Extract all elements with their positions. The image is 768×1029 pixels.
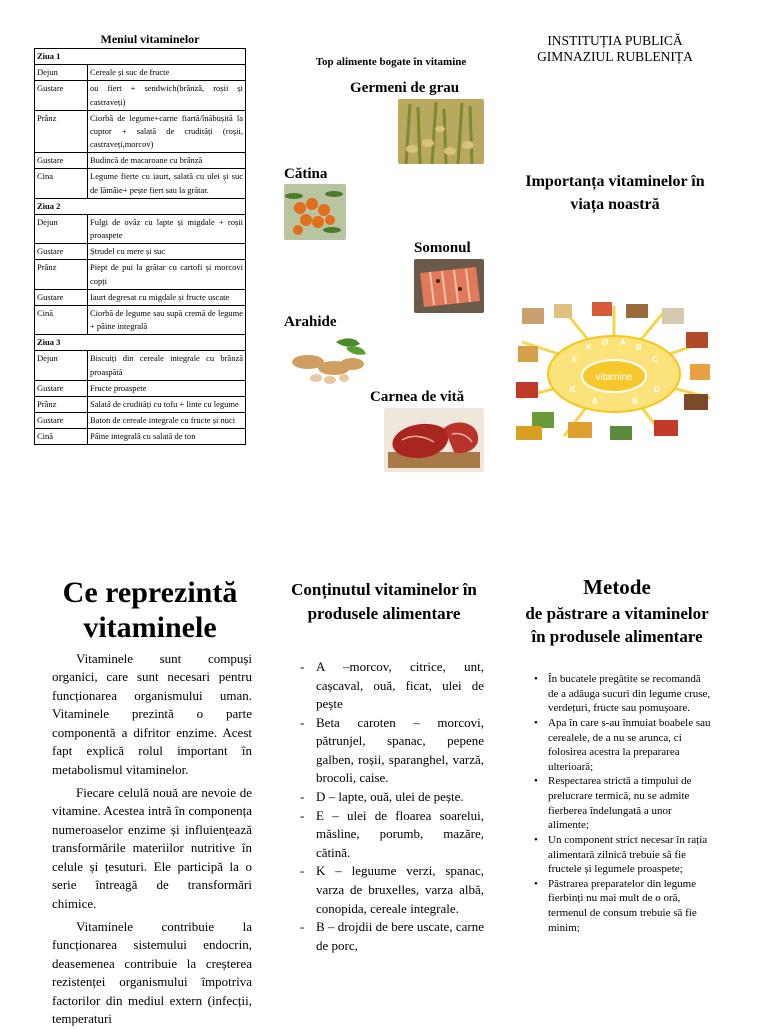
peanuts-image [286,334,370,388]
institution-name [520,33,710,65]
vitamin-letter: A [592,397,598,406]
meal-text: Budincă de macaroane cu brânză [88,153,246,169]
table-row [35,169,246,198]
list-item: - E – ulei de floarea soarelui, măsline, porumb, mazăre, cătină. [300,807,484,863]
list-item: • În bucatele pregătite se recomandă de a adăuga sucuri din legume cruse, verdețuri, fructe sau pomușoare. [532,672,712,716]
vitamin-letter: A [620,338,626,347]
meal-name: Prânz [35,396,88,412]
meal-name: Prânz [35,260,88,289]
methods-subtitle: de păstrare a vitaminelor în produsele alimentare [525,604,709,646]
salmon-image [414,259,484,313]
content-list [300,658,484,955]
food-label-beef: Carnea de vită [370,389,465,405]
menu-title: Meniul vitaminelor [100,32,200,46]
table-row [35,81,246,110]
meal-text: Fulgi de ovăz cu lapte și migdale + roșii proaspete [88,214,246,243]
meal-text: Ciorbă de legume sau supă cremă de legume + pâine integrală [88,305,246,334]
list-item: • Apa în care s-au înmuiat boabele sau cerealele, de a nu se arunca, ci folosirea acestra la prepararea ulterioară; [532,716,712,775]
meal-name: Dejun [35,65,88,81]
foods-title: Top alimente bogate în vitamine [315,56,467,68]
table-row [35,396,246,412]
meal-name: Dejun [35,214,88,243]
meal-text: Ciorbă de legume+carne fiartă/înăbușită la cuptor + salată de crudități (roșii, castraveți,morcov) [88,110,246,153]
vitamin-letter: D [654,385,660,394]
day-header: Ziua 2 [35,198,246,214]
what-paragraph-2: Fiecare celulă nouă are nevoie de vitamine. Acestea intră în componența numeroaselor enzime și influiențează transformările materiilor nutritive în celule și țesuturi. Ele participă la o serie întreagă de transformări chimice. [52,785,252,911]
meal-name: Gustare [35,153,88,169]
wheat-germ-image [398,99,484,164]
meal-text: Baton de cereale integrale cu fructe și nuci [88,413,246,429]
meal-text: Cereale și suc de fructe [88,65,246,81]
table-row [35,429,246,445]
table-row [35,305,246,334]
sea-buckthorn-image [284,184,346,240]
vitamin-letter: K [586,343,592,352]
methods-title: Metode [583,575,651,599]
meal-text: Pâine integrală cu salată de ton [88,429,246,445]
meal-name: Gustare [35,289,88,305]
day-header: Ziua 1 [35,49,246,65]
what-are-vitamins-title: Ce reprezintă vitaminele [62,576,238,644]
meal-text: Iaurt degresat cu migdale și fructe uscate [88,289,246,305]
meal-text: Biscuiți din cereale integrale cu brânză proaspătă [88,351,246,380]
list-item: - D – lapte, ouă, ulei de pește. [300,788,484,807]
list-item: - K – leguume verzi, spanac, varza de bruxelles, varza albă, conopida, cereale integrale. [300,862,484,918]
vitamin-letter: C [652,355,658,364]
vitamin-letter: B [636,343,642,352]
table-row [35,198,246,214]
meal-text: Fructe proaspete [88,380,246,396]
what-paragraph-3: Vitaminele contribuie la funcționarea sistemului endocrin, deasemenea contribuie la creșterea rezistenței organismului împotriva factorilor din mediul extern (infecții, temperaturi [52,919,252,1027]
methods-list [532,672,712,935]
vitamin-letter: E [572,355,578,364]
vitamin-letter: O [602,338,609,347]
table-row [35,289,246,305]
list-item: • Respectarea strictă a timpului de prelucrare termică, nu se admite fierberea îndelungată a unor alimente; [532,774,712,833]
institution-line-1: INSTITUȚIA PUBLICĂ [547,33,683,48]
table-row [35,214,246,243]
table-row [35,153,246,169]
meal-name: Dejun [35,351,88,380]
meal-name: Cină [35,429,88,445]
menu-table [34,48,246,445]
list-item: • Un component strict necesar în rația alimentară zilnică trebuie să fie fructele și legumele proaspete; [532,833,712,877]
table-row [35,413,246,429]
meal-name: Gustare [35,413,88,429]
meal-text: ou fiert + sendwich(brânză, roșii și castraveți) [88,81,246,110]
meal-text: Ștrudel cu mere și suc [88,244,246,260]
table-row [35,110,246,153]
meal-name: Gustare [35,244,88,260]
table-row [35,65,246,81]
list-item: - A –morcov, citrice, unt, cașcaval, ouă, ficat, ulei de pește [300,658,484,714]
food-label-peanuts: Arahide [284,314,337,330]
institution-line-2: GIMNAZIUL RUBLENIȚA [537,48,693,64]
food-label-wheat-germ: Germeni de grau [350,80,460,96]
food-label-sea-buckthorn: Cătina [284,166,328,182]
list-item: - Beta caroten – morcovi, pătrunjel, spanac, pepene galben, roșii, sparanghel, varză, brocoli, caise. [300,714,484,788]
table-row [35,335,246,351]
meal-name: Prânz [35,110,88,153]
vitamin-wheel-center: vitamine [595,372,633,383]
vitamin-wheel-image [514,302,714,442]
list-item: • Păstrarea preparatelor din legume fierbinți nu mai mult de o oră, termenul de consum trebuie să fie minim; [532,877,712,936]
content-title: Conținutul vitaminelor în produsele alimentare [291,580,477,623]
table-row [35,351,246,380]
what-paragraph-1: Vitaminele sunt compuși organici, care sunt necesari pentru funcționarea organismului uman. Vitaminele prezintă o parte componentă a difritor enzime. Acest fapt explică rolul important în metabolismul vitaminelor. [52,651,252,777]
day-header: Ziua 3 [35,335,246,351]
meal-name: Gustare [35,81,88,110]
food-label-salmon: Somonul [414,240,471,256]
list-item: - B – drojdii de bere uscate, carne de porc, [300,918,484,955]
meal-text: Piept de pui la grătar cu cartofi și morcovi copți [88,260,246,289]
vitamin-letter: K [570,385,576,394]
meal-text: Salată de crudități cu tofu + linte cu legume [88,396,246,412]
beef-image [384,408,484,472]
table-row [35,49,246,65]
importance-title: Importanța vitaminelor în viața noastră [525,173,705,214]
vitamin-letter: B [632,397,638,406]
table-row [35,380,246,396]
meal-text: Legume fierte cu iaurt, salată cu ulei și suc de lămâie+ pește fiert sau la grătar. [88,169,246,198]
meal-name: Cină [35,305,88,334]
meal-name: Cina [35,169,88,198]
meal-name: Gustare [35,380,88,396]
table-row [35,244,246,260]
table-row [35,260,246,289]
